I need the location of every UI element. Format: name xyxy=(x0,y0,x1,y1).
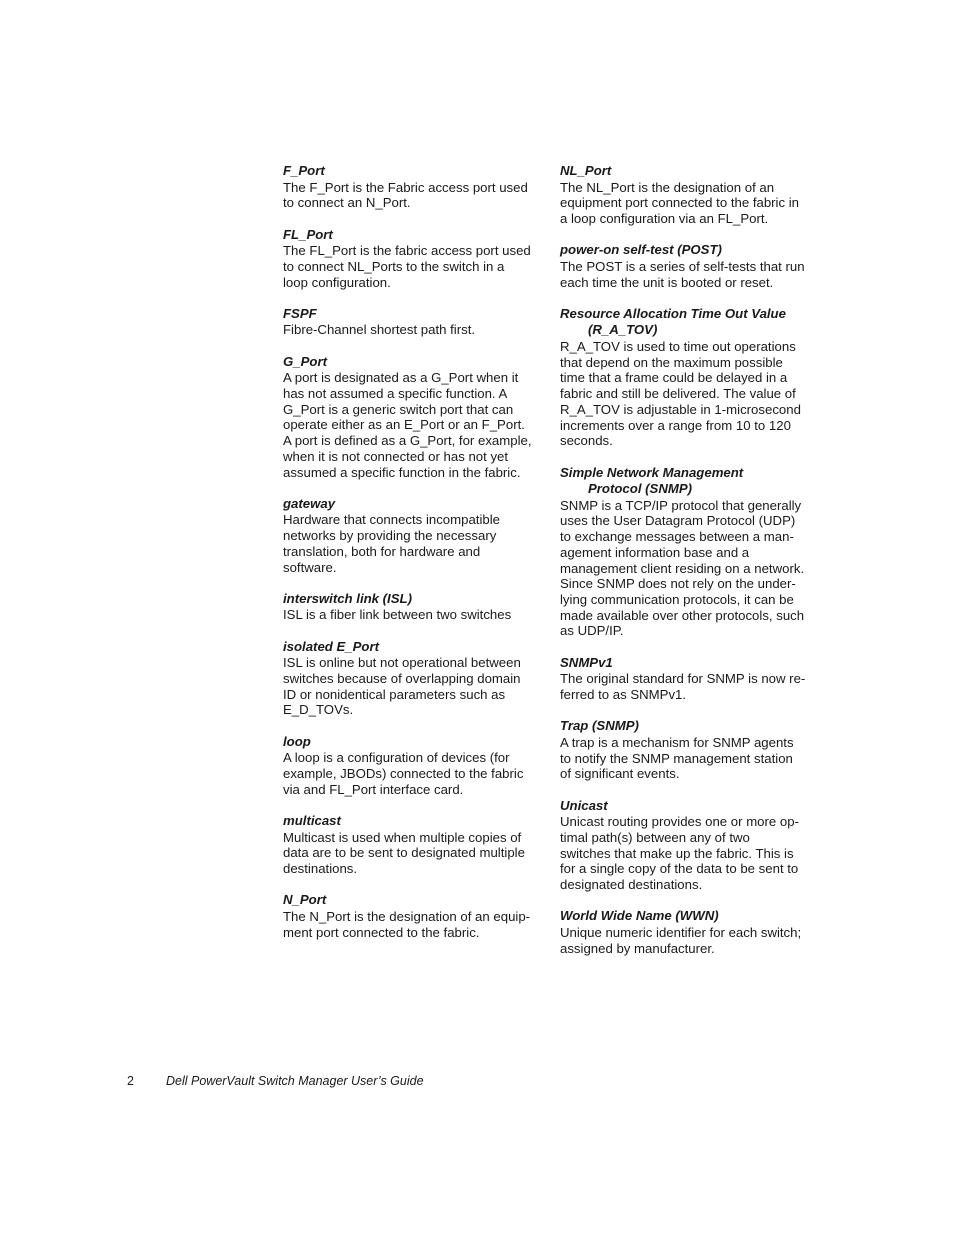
glossary-term: isolated E_Port xyxy=(283,638,380,654)
glossary-term: FL_Port xyxy=(283,226,333,242)
glossary-definition: R_A_TOV is used to time out operations that depend on the maximum possible time that a frame could be delayed in a fabric and still be delivered. The value of R_A_TOV is adjustable in 1-microsecond increments over a range from 10 to 120 seconds. xyxy=(560,339,801,449)
glossary-definition: A loop is a configuration of devices (for example, JBODs) connected to the fabric via and FL_Port interface card. xyxy=(283,750,524,797)
glossary-entry xyxy=(283,227,541,291)
glossary-entry xyxy=(560,306,822,449)
glossary-term: N_Port xyxy=(283,892,327,908)
glossary-entry xyxy=(283,306,541,338)
glossary-definition: The N_Port is the designation of an equip- ment port connected to the fabric. xyxy=(283,908,531,940)
glossary-definition: Unicast routing provides one or more op- timal path(s) between any of two switches that make up the fabric. This is for a single copy of the data to be sent to designated destinations. xyxy=(560,814,799,892)
glossary-entry xyxy=(283,892,541,940)
glossary-entry xyxy=(283,639,541,718)
glossary-term: F_Port xyxy=(283,163,325,178)
glossary-term: SNMPv1 xyxy=(560,654,613,670)
glossary-column-right xyxy=(560,163,822,972)
glossary-definition: The POST is a series of self-tests that run each time the unit is booted or reset. xyxy=(560,258,805,290)
glossary-definition: SNMP is a TCP/IP protocol that generally uses the User Datagram Protocol (UDP) to exchange messages between a man- agement information base and a management client residing on a network. Since SNMP does not rely on the under- lying communication protocols, it can be made available over other protocols, such as UDP/IP. xyxy=(560,497,805,639)
glossary-term: power-on self-test (POST) xyxy=(560,242,722,258)
glossary-entry xyxy=(560,798,822,893)
glossary-entry xyxy=(560,242,822,290)
glossary-entry xyxy=(560,163,822,227)
page-number: 2 xyxy=(127,1074,134,1088)
glossary-term: multicast xyxy=(283,813,341,829)
glossary-entry xyxy=(283,163,541,211)
glossary-entry xyxy=(283,591,541,623)
glossary-term: Resource Allocation Time Out Value (R_A_TOV) xyxy=(560,305,786,338)
glossary-entry xyxy=(560,908,822,956)
glossary-term: G_Port xyxy=(283,353,327,369)
glossary-definition: Hardware that connects incompatible networks by providing the necessary translation, both for hardware and software. xyxy=(283,512,500,575)
glossary-term: NL_Port xyxy=(560,163,612,178)
glossary-definition: Fibre-Channel shortest path first. xyxy=(283,322,476,338)
glossary-term: loop xyxy=(283,733,311,749)
glossary-definition: The NL_Port is the designation of an equipment port connected to the fabric in a loop configuration via an FL_Port. xyxy=(560,179,799,226)
glossary-entry xyxy=(283,734,541,798)
glossary-term: Trap (SNMP) xyxy=(560,718,639,734)
glossary-definition: ISL is a fiber link between two switches xyxy=(283,607,512,623)
glossary-term: Unicast xyxy=(560,797,608,813)
glossary-entry xyxy=(283,813,541,877)
glossary-term: gateway xyxy=(283,495,336,511)
glossary-definition: ISL is online but not operational between switches because of overlapping domain ID or nonidentical parameters such as E_D_TOVs. xyxy=(283,655,521,718)
glossary-definition: The FL_Port is the fabric access port used to connect NL_Ports to the switch in a loop configuration. xyxy=(283,243,531,290)
glossary-entry xyxy=(283,354,541,481)
glossary-column-left xyxy=(283,163,541,956)
glossary-definition: The F_Port is the Fabric access port used to connect an N_Port. xyxy=(283,179,528,211)
glossary-term: interswitch link (ISL) xyxy=(283,590,412,606)
glossary-term: World Wide Name (WWN) xyxy=(560,908,719,924)
glossary-entry xyxy=(283,496,541,575)
glossary-entry xyxy=(560,655,822,703)
document-title: Dell PowerVault Switch Manager User’s Guide xyxy=(166,1074,424,1088)
glossary-definition: Multicast is used when multiple copies of data are to be sent to designated multiple destinations. xyxy=(283,829,525,877)
glossary-definition: A trap is a mechanism for SNMP agents to notify the SNMP management station of significant events. xyxy=(560,734,794,782)
glossary-entry xyxy=(560,718,822,782)
glossary-entry xyxy=(560,465,822,640)
glossary-definition: Unique numeric identifier for each switch; assigned by manufacturer. xyxy=(560,924,802,956)
glossary-definition: A port is designated as a G_Port when it has not assumed a specific function. A G_Port is a generic switch port that can operate either as an E_Port or an F_Port. A port is defined as a G_Port, for example, when it is not connected or has not yet assumed a specific function in the fabric. xyxy=(283,370,532,480)
glossary-term: Simple Network Management Protocol (SNMP) xyxy=(560,464,744,497)
glossary-term: FSPF xyxy=(283,305,317,321)
glossary-definition: The original standard for SNMP is now re- ferred to as SNMPv1. xyxy=(560,671,806,702)
